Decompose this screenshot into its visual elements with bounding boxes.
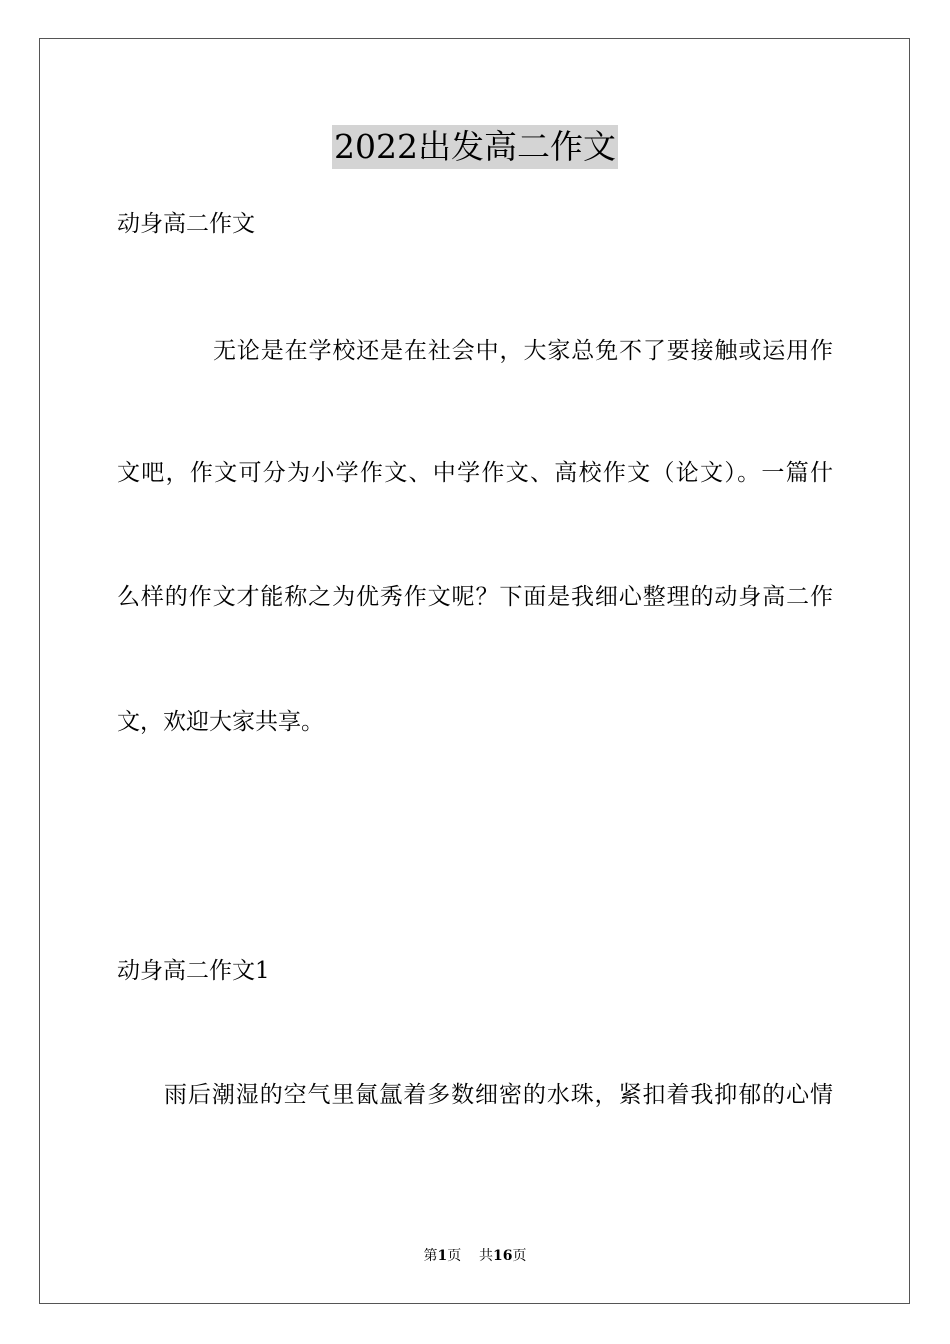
page-suffix: 页 (447, 1248, 462, 1264)
total-suffix: 页 (512, 1248, 527, 1264)
page-footer (0, 1247, 950, 1265)
intro-line-3: 么样的作文才能称之为优秀作文呢？下面是我细心整理的动身高二作 (117, 584, 833, 610)
body-line-1: 雨后潮湿的空气里氤氲着多数细密的水珠，紧扣着我抑郁的心情 (164, 1082, 833, 1108)
page-prefix: 第 (423, 1248, 438, 1264)
page-number: 1 (437, 1248, 448, 1264)
title-wrap (0, 125, 950, 169)
intro-line-2: 文吧，作文可分为小学作文、中学作文、高校作文（论文）。一篇什 (117, 460, 833, 486)
document-title: 2022出发高二作文 (332, 125, 618, 169)
section-heading: 动身高二作文1 (117, 958, 270, 984)
intro-line-4: 文，欢迎大家共享。 (117, 709, 324, 735)
total-pages: 16 (493, 1248, 513, 1264)
intro-line-1: 无论是在学校还是在社会中，大家总免不了要接触或运用作 (213, 338, 833, 364)
document-subtitle: 动身高二作文 (117, 211, 255, 237)
total-prefix: 共 (479, 1248, 494, 1264)
